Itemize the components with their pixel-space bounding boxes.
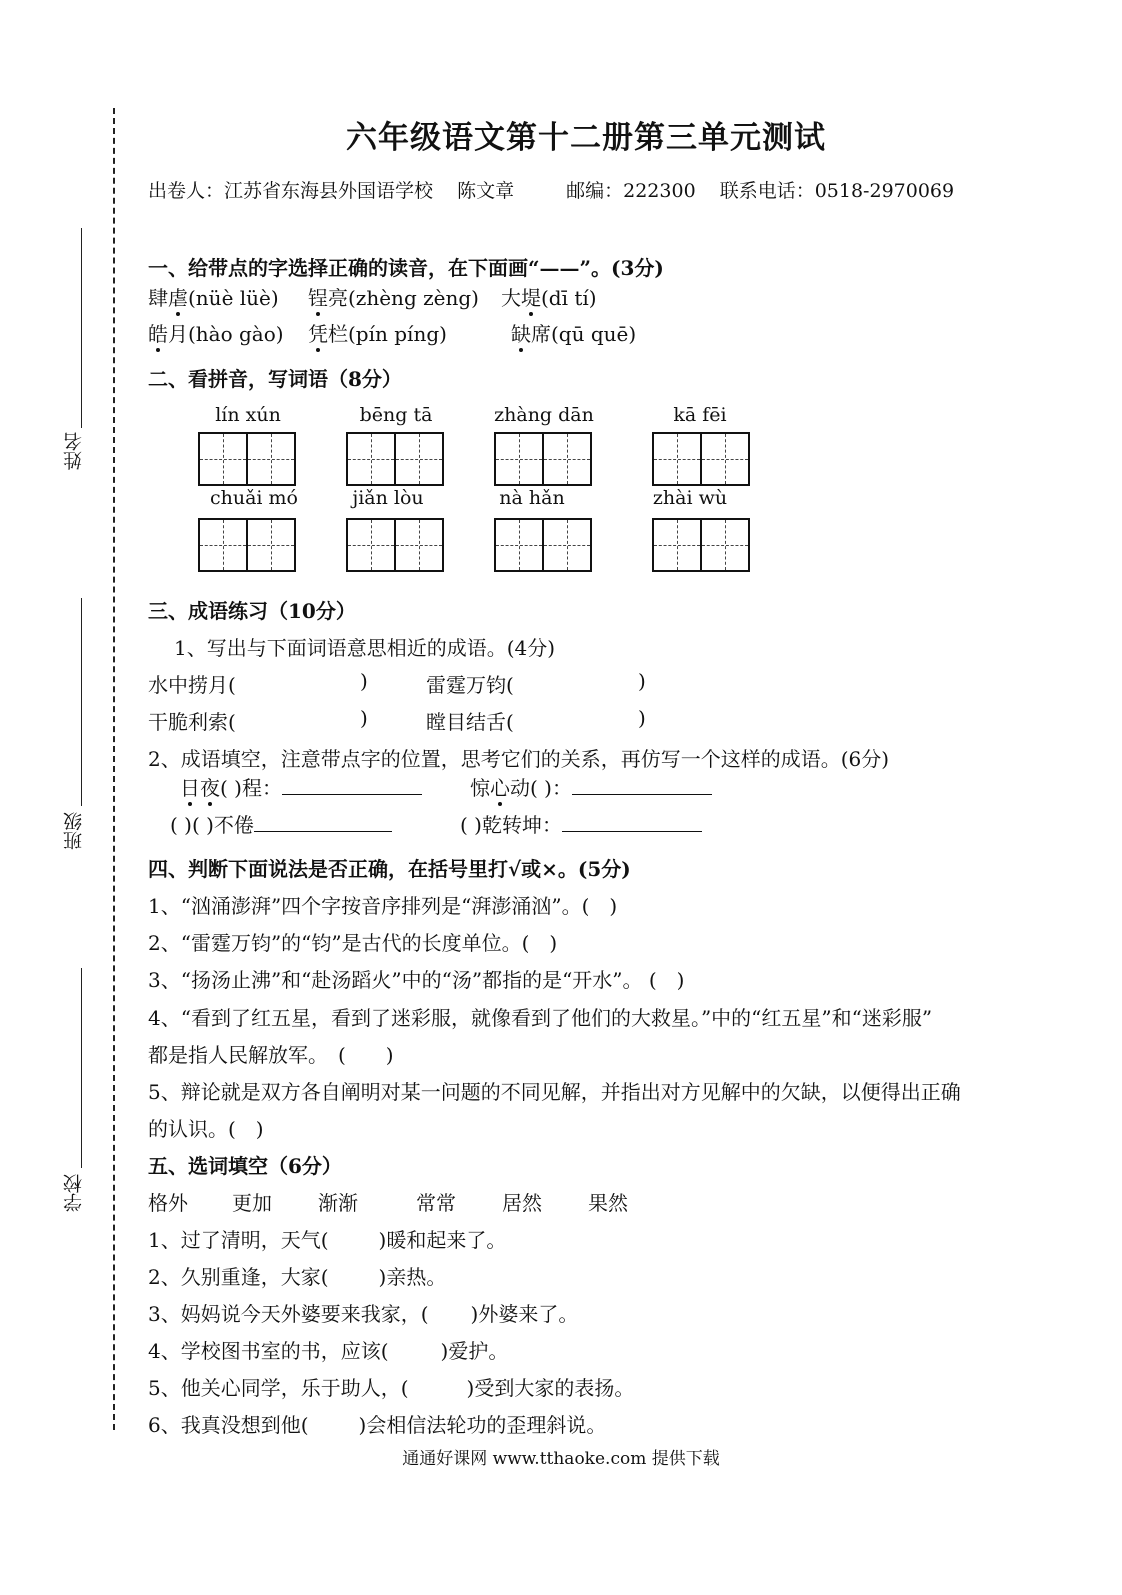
sec1-item-4: 皓月(hào gào) xyxy=(148,318,284,347)
pinyin-label: nà hǎn xyxy=(499,487,565,509)
sec3-question-2: 2、成语填空，注意带点字的位置，思考它们的关系，再仿写一个这样的成语。(6分) xyxy=(148,747,890,771)
sec3-item-1-close: ) xyxy=(360,669,368,693)
sec5-item: 1、过了清明，天气( )暖和起来了。 xyxy=(148,1228,507,1252)
section-4-heading: 四、判断下面说法是否正确，在括号里打√或×。(5分) xyxy=(148,857,631,881)
pinyin-label: jiǎn lòu xyxy=(352,487,424,509)
sec5-item: 2、久别重逢，大家( )亲热。 xyxy=(148,1265,447,1289)
section-5-heading: 五、选词填空（6分） xyxy=(148,1154,342,1178)
sec3-item-1: 水中捞月( xyxy=(148,673,236,697)
sec3-item-2-close: ) xyxy=(638,669,646,693)
sec5-item: 6、我真没想到他( )会相信法轮功的歪理斜说。 xyxy=(148,1413,607,1437)
sec4-item: 3、“扬汤止沸”和“赴汤蹈火”中的“汤”都指的是“开水”。 ( ) xyxy=(148,968,685,992)
class-underline xyxy=(81,598,82,806)
sec3-item-3: 干脆利索( xyxy=(148,710,236,734)
author-teacher: 陈文章 xyxy=(457,180,515,202)
sec4-item: 5、辩论就是双方各自阐明对某一问题的不同见解，并指出对方见解中的欠缺，以便得出正确 xyxy=(148,1080,961,1104)
sec3-item-4: 瞠目结舌( xyxy=(426,710,514,734)
writing-grid[interactable] xyxy=(198,432,296,486)
sec3-fill-2: 惊心动( )： xyxy=(470,772,712,801)
sec3-fill-1: 日夜( )程： xyxy=(180,772,422,801)
sec5-item: 5、他关心同学，乐于助人，( )受到大家的表扬。 xyxy=(148,1376,635,1400)
pinyin-label: chuǎi mó xyxy=(209,487,298,509)
page-footer: 通通好课网 www.tthaoke.com 提供下载 xyxy=(402,1449,720,1469)
word-bank-item: 更加 xyxy=(232,1191,272,1215)
writing-grid[interactable] xyxy=(346,518,444,572)
sec4-item: 4、“看到了红五星，看到了迷彩服，就像看到了他们的大救星。”中的“红五星”和“迷彩服” xyxy=(148,1006,933,1030)
name-underline xyxy=(81,228,82,428)
author-line xyxy=(148,176,972,203)
author-phone: 联系电话：0518-2970069 xyxy=(719,180,955,202)
writing-grid[interactable] xyxy=(652,518,750,572)
sec3-question-1: 1、写出与下面词语意思相近的成语。(4分) xyxy=(174,636,556,660)
author-school: 出卷人：江苏省东海县外国语学校 xyxy=(148,180,434,202)
writing-grid[interactable] xyxy=(346,432,444,486)
writing-grid[interactable] xyxy=(494,518,592,572)
sec3-item-4-close: ) xyxy=(638,706,646,730)
answer-blank[interactable] xyxy=(572,778,712,795)
school-label: 学校 xyxy=(63,1174,85,1212)
pinyin-label: kā fēi xyxy=(673,404,727,426)
answer-blank[interactable] xyxy=(254,815,392,832)
word-bank-item: 果然 xyxy=(588,1191,628,1215)
word-bank-item: 居然 xyxy=(502,1191,542,1215)
name-field[interactable] xyxy=(60,228,90,470)
sec1-item-2: 锃亮(zhèng zèng) xyxy=(308,282,479,311)
answer-blank[interactable] xyxy=(282,778,422,795)
pinyin-label: lín xún xyxy=(215,404,281,426)
sec4-item: 都是指人民解放军。 ( ) xyxy=(148,1043,394,1067)
name-label: 姓名 xyxy=(63,432,85,470)
sec4-item: 2、“雷霆万钧”的“钧”是古代的长度单位。( ) xyxy=(148,931,558,955)
school-field[interactable] xyxy=(60,968,90,1212)
sec5-item: 3、妈妈说今天外婆要来我家，( )外婆来了。 xyxy=(148,1302,579,1326)
sec1-item-1: 肆虐(nüè lüè) xyxy=(148,282,279,311)
class-label: 班级 xyxy=(63,812,85,850)
sec3-item-3-close: ) xyxy=(360,706,368,730)
word-bank-item: 渐渐 xyxy=(318,1191,358,1215)
binding-margin-line xyxy=(113,108,115,1430)
writing-grid[interactable] xyxy=(198,518,296,572)
word-bank-item: 格外 xyxy=(148,1191,188,1215)
author-postcode: 邮编：222300 xyxy=(566,180,696,202)
sec4-item: 的认识。( ) xyxy=(148,1117,264,1141)
sec3-fill-4: ( )乾转坤： xyxy=(460,809,702,838)
sec1-item-5: 凭栏(pín píng) xyxy=(308,318,447,347)
sec1-item-6: 缺席(qū quē) xyxy=(511,318,636,347)
section-3-heading: 三、成语练习（10分） xyxy=(148,599,356,623)
sec1-item-3: 大堤(dī tí) xyxy=(501,282,597,311)
section-1-heading: 一、给带点的字选择正确的读音，在下面画“——”。(3分) xyxy=(148,256,664,280)
word-bank-item: 常常 xyxy=(416,1191,456,1215)
sec5-item: 4、学校图书室的书，应该( )爱护。 xyxy=(148,1339,509,1363)
page-title: 六年级语文第十二册第三单元测试 xyxy=(346,120,826,156)
pinyin-label: zhàng dān xyxy=(494,404,594,426)
sec3-fill-3: ( )( )不倦 xyxy=(170,809,392,838)
sec3-item-2: 雷霆万钧( xyxy=(426,673,514,697)
answer-blank[interactable] xyxy=(562,815,702,832)
pinyin-label: zhài wù xyxy=(652,487,728,509)
writing-grid[interactable] xyxy=(652,432,750,486)
pinyin-label: bēng tā xyxy=(359,404,433,426)
writing-grid[interactable] xyxy=(494,432,592,486)
school-underline xyxy=(81,968,82,1168)
class-field[interactable] xyxy=(60,598,90,850)
section-2-heading: 二、看拼音，写词语（8分） xyxy=(148,367,402,391)
sec4-item: 1、“汹涌澎湃”四个字按音序排列是“湃澎涌汹”。( ) xyxy=(148,894,618,918)
